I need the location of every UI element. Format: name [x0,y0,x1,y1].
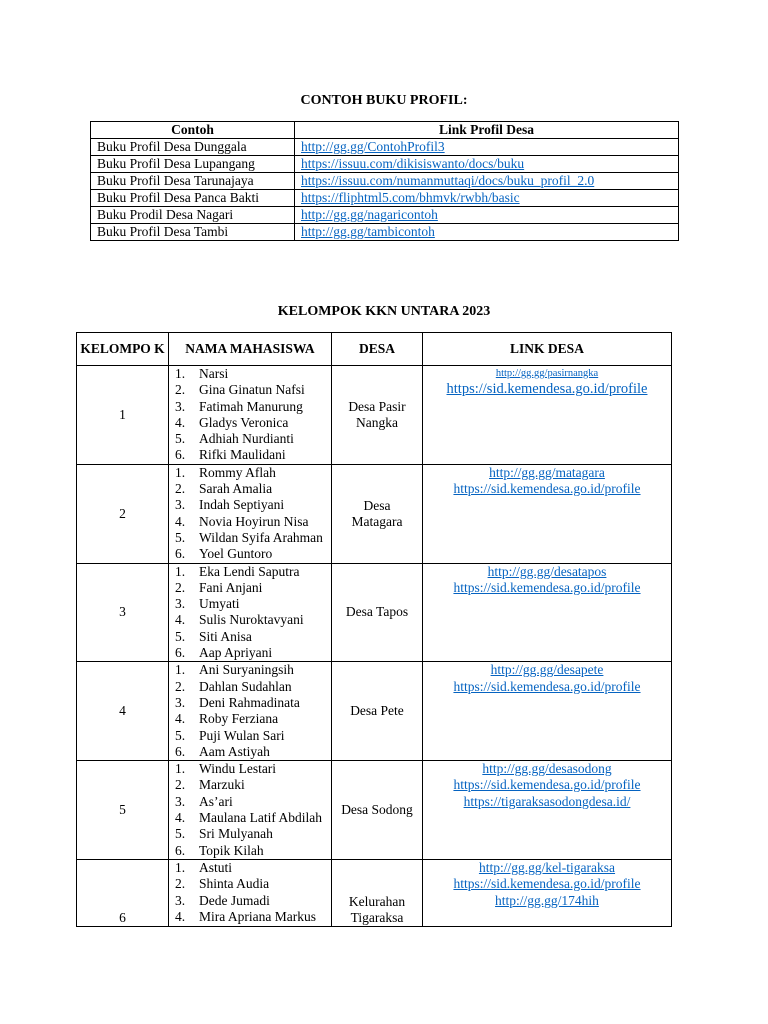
member-name: Sulis Nuroktavyani [199,612,304,628]
desa-links-cell [423,859,672,926]
profile-section-heading: CONTOH BUKU PROFIL: [300,93,468,108]
table-row [77,662,672,761]
list-item [175,481,331,497]
table-row [91,224,679,241]
column-header-kelompok: KELOMPO K [77,333,169,366]
list-index: 6. [175,447,186,463]
member-name: Astuti [199,859,233,875]
profile-name-cell: Buku Profil Desa Dunggala [91,139,295,156]
member-list-cell [169,563,332,662]
member-name: Aam Astiyah [199,743,270,759]
list-item [175,695,331,711]
profile-link[interactable]: http://gg.gg/tambicontoh [301,224,435,239]
desa-name: Desa Pasir Nangka [332,366,423,465]
list-index: 6. [175,743,186,759]
member-name: Roby Ferziana [199,711,279,727]
member-list [169,662,331,760]
profile-link-cell [295,173,679,190]
member-name: Deni Rahmadinata [199,694,300,710]
profile-link-cell [295,224,679,241]
list-index: 4. [175,908,186,924]
list-item [175,826,331,842]
member-name: Rommy Aflah [199,464,276,480]
desa-link[interactable]: http://gg.gg/desapete [490,662,604,678]
list-index: 4. [175,513,186,529]
list-item [175,447,331,463]
table-row [77,366,672,465]
table-row [91,173,679,190]
column-header-desa: DESA [332,333,423,366]
member-name: Sarah Amalia [199,481,273,497]
list-item [175,465,331,481]
desa-link[interactable]: https://sid.kemendesa.go.id/profile [453,481,641,497]
member-list [169,761,331,859]
member-list-cell [169,761,332,860]
member-name: Gina Ginatun Nafsi [199,382,305,398]
profile-link[interactable]: http://gg.gg/nagaricontoh [301,207,438,222]
desa-link[interactable]: https://sid.kemendesa.go.id/profile [453,579,641,595]
list-item [175,366,331,382]
desa-link[interactable]: http://gg.gg/kel-tigaraksa [478,859,616,875]
member-name: Rifki Maulidani [199,447,286,463]
member-name: Dahlan Sudahlan [199,678,292,694]
list-index: 2. [175,777,186,793]
list-index: 2. [175,579,186,595]
member-name: Fani Anjani [199,579,263,595]
profile-link[interactable]: https://issuu.com/dikisiswanto/docs/buku [301,156,525,171]
list-index: 5. [175,431,186,447]
list-item [175,728,331,744]
member-list [169,465,331,563]
member-name: As’ari [199,793,233,809]
list-index: 6. [175,842,186,858]
list-item [175,860,331,876]
list-item [175,794,331,810]
member-list-cell [169,366,332,465]
list-item [175,761,331,777]
list-index: 3. [175,793,186,809]
member-list [169,860,331,925]
desa-links-cell [423,761,672,860]
list-item [175,679,331,695]
profile-link[interactable]: https://fliphtml5.com/bhmvk/rwbh/basic [301,190,520,205]
list-index: 3. [175,398,186,414]
member-name: Marzuki [199,777,245,793]
kkn-groups-table [76,332,672,927]
group-number: 6 [77,859,169,926]
desa-link[interactable]: https://tigaraksasodongdesa.id/ [463,793,631,809]
desa-link[interactable]: https://sid.kemendesa.go.id/profile [453,876,641,892]
list-item [175,810,331,826]
table-row [91,139,679,156]
list-item [175,431,331,447]
list-item [175,415,331,431]
list-item [175,546,331,562]
table-row [91,207,679,224]
list-item [175,777,331,793]
list-index: 2. [175,481,186,497]
group-number: 4 [77,662,169,761]
list-index: 5. [175,727,186,743]
list-index: 2. [175,876,186,892]
member-name: Novia Hoyirun Nisa [199,513,309,529]
profile-name-cell: Buku Profil Desa Tambi [91,224,295,241]
table-row [77,563,672,662]
table-row [77,464,672,563]
list-item [175,843,331,859]
desa-link[interactable]: http://gg.gg/matagara [489,464,605,480]
profile-link-cell [295,139,679,156]
member-name: Aap Apriyani [199,645,273,661]
desa-link[interactable]: http://gg.gg/desasodong [482,761,612,777]
member-name: Mira Apriana Markus [199,908,316,924]
list-index: 2. [175,382,186,398]
desa-name: Kelurahan Tigaraksa [332,859,423,926]
list-item [175,629,331,645]
table-row [77,859,672,926]
list-index: 6. [175,546,186,562]
member-name: Puji Wulan Sari [199,727,285,743]
member-name: Indah Septiyani [199,497,285,513]
list-index: 3. [175,892,186,908]
member-list [169,366,331,464]
member-name: Yoel Guntoro [199,546,273,562]
member-name: Maulana Latif Abdilah [199,810,322,826]
member-list-cell [169,859,332,926]
list-item [175,514,331,530]
list-index: 5. [175,628,186,644]
desa-name: Desa Sodong [332,761,423,860]
table-row [77,761,672,860]
profile-link-cell [295,156,679,173]
list-index: 3. [175,694,186,710]
profile-name-cell: Buku Profil Desa Lupangang [91,156,295,173]
list-index: 1. [175,761,186,777]
list-index: 1. [175,464,186,480]
profile-link[interactable]: http://gg.gg/ContohProfil3 [301,139,445,154]
member-name: Wildan Syifa Arahman [199,529,323,545]
list-item [175,580,331,596]
desa-links-cell [423,662,672,761]
list-index: 4. [175,414,186,430]
group-number: 5 [77,761,169,860]
profile-name-cell: Buku Profil Desa Tarunajaya [91,173,295,190]
member-list-cell [169,662,332,761]
group-number: 1 [77,366,169,465]
list-item [175,662,331,678]
column-header-contoh: Contoh [91,122,295,139]
list-index: 5. [175,826,186,842]
member-name: Siti Anisa [199,628,252,644]
member-name: Ani Suryaningsih [199,662,294,678]
kkn-table-body [77,366,672,927]
member-name: Fatimah Manurung [199,398,303,414]
group-number: 2 [77,464,169,563]
member-name: Eka Lendi Saputra [199,563,300,579]
desa-link[interactable]: https://sid.kemendesa.go.id/profile [453,777,641,793]
member-list-cell [169,464,332,563]
member-name: Dede Jumadi [199,892,270,908]
member-name: Sri Mulyanah [199,826,273,842]
list-index: 2. [175,678,186,694]
profile-link[interactable]: https://issuu.com/numanmuttaqi/docs/buku_profil_2.0 [301,173,595,188]
profile-name-cell: Buku Profil Desa Panca Bakti [91,190,295,207]
table-row [91,156,679,173]
desa-name: Desa Tapos [332,563,423,662]
column-header-link: Link Profil Desa [295,122,679,139]
desa-name: Desa Pete [332,662,423,761]
list-index: 3. [175,497,186,513]
member-name: Umyati [199,596,240,612]
desa-link[interactable]: http://gg.gg/pasirnangka [495,368,599,379]
kkn-section-heading: KELOMPOK KKN UNTARA 2023 [277,304,491,319]
list-item [175,893,331,909]
list-index: 4. [175,810,186,826]
desa-link[interactable]: https://sid.kemendesa.go.id/profile [453,678,641,694]
member-name: Shinta Audia [199,876,270,892]
list-item [175,399,331,415]
profile-link-cell [295,190,679,207]
member-name: Windu Lestari [199,761,277,777]
desa-links-cell [423,464,672,563]
member-list [169,564,331,662]
desa-link[interactable]: https://sid.kemendesa.go.id/profile [446,381,648,397]
member-name: Narsi [199,366,229,381]
desa-name: Desa Matagara [332,464,423,563]
list-item [175,530,331,546]
profile-examples-table [90,121,679,241]
list-index: 4. [175,711,186,727]
list-index: 6. [175,645,186,661]
list-item [175,612,331,628]
member-name: Gladys Veronica [199,414,289,430]
list-item [175,382,331,398]
list-index: 1. [175,662,186,678]
column-header-link-desa: LINK DESA [423,333,672,366]
list-item [175,645,331,661]
desa-links-cell [423,366,672,465]
table-row [91,190,679,207]
table-header-row [91,122,679,139]
profile-link-cell [295,207,679,224]
desa-links-cell [423,563,672,662]
profile-name-cell: Buku Prodil Desa Nagari [91,207,295,224]
member-name: Topik Kilah [199,842,264,858]
list-index: 1. [175,366,186,381]
list-index: 4. [175,612,186,628]
list-item [175,564,331,580]
column-header-nama: NAMA MAHASISWA [169,333,332,366]
list-index: 1. [175,563,186,579]
table-header-row [77,333,672,366]
group-number: 3 [77,563,169,662]
list-item [175,711,331,727]
list-item [175,744,331,760]
list-item [175,497,331,513]
list-item [175,596,331,612]
list-index: 1. [175,859,186,875]
list-item [175,909,331,925]
desa-link[interactable]: http://gg.gg/174hih [495,892,599,908]
list-index: 3. [175,596,186,612]
list-item [175,876,331,892]
member-name: Adhiah Nurdianti [199,431,294,447]
desa-link[interactable]: http://gg.gg/desatapos [487,563,607,579]
list-index: 5. [175,529,186,545]
